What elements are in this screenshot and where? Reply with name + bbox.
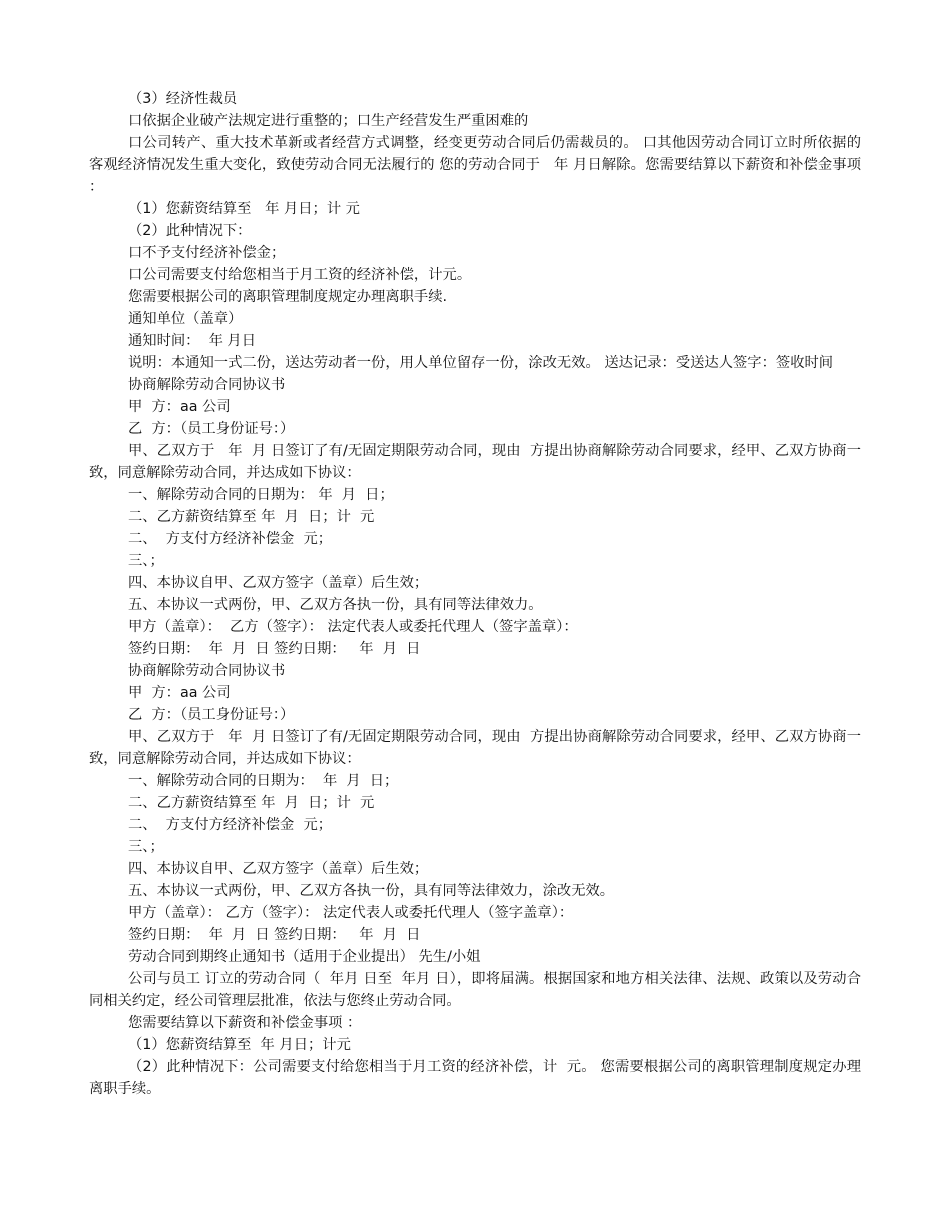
paragraph-line: 五、本协议一式两份，甲、乙双方各执一份，具有同等法律效力。 — [128, 597, 543, 613]
paragraph-line: 二、 方支付方经济补偿金 元； — [128, 531, 333, 547]
paragraph-line: 通知单位（盖章） — [128, 311, 243, 327]
paragraph-line: （3）经济性裁员 — [128, 91, 238, 107]
paragraph-line: （2）此种情况下： — [128, 223, 252, 239]
paragraph-line: 乙 方：（员工身份证号：） — [128, 421, 295, 437]
paragraph-line: 口公司需要支付给您相当于月工资的经济补偿，计元。 — [128, 267, 472, 283]
document-page — [89, 88, 866, 1100]
paragraph-line: 口依据企业破产法规定进行重整的；口生产经营发生严重困难的 — [128, 113, 529, 129]
paragraph-line: 您需要根据公司的离职管理制度规定办理离职手续. — [128, 289, 448, 305]
paragraph-line: 甲方（盖章）： 乙方（签字）： 法定代表人或委托代理人（签字盖章）： — [128, 619, 578, 635]
paragraph-line: 甲 方：aa 公司 — [128, 399, 231, 415]
paragraph-line: 五、本协议一式两份，甲、乙双方各执一份，具有同等法律效力，涂改无效。 — [128, 883, 615, 899]
paragraph-line: 公司与员工 订立的劳动合同（ 年月 日至 年月 日），即将届满。根据国家和地方相关法律、法规、政策以及劳动合同相关约定，经公司管理层批准，依法与您终止劳动合同。 — [89, 971, 861, 1009]
paragraph-line: 甲、乙双方于 年 月 日签订了有/无固定期限劳动合同，现由 方提出协商解除劳动合同要求，经甲、乙双方协商一致，同意解除劳动合同，并达成如下协议： — [89, 443, 861, 481]
paragraph-line: 签约日期： 年 月 日 签约日期： 年 月 日 — [128, 927, 421, 943]
paragraph-line: 一、解除劳动合同的日期为： 年 月 日； — [128, 487, 394, 503]
paragraph-line: 四、本协议自甲、乙双方签字（盖章）后生效； — [128, 861, 429, 877]
paragraph-line: 甲方（盖章）： 乙方（签字）： 法定代表人或委托代理人（签字盖章）： — [128, 905, 574, 921]
paragraph-line: （1）您薪资结算至 年 月日；计 元 — [128, 201, 360, 217]
paragraph-line: 三、； — [128, 839, 164, 855]
paragraph-line: 协商解除劳动合同协议书 — [128, 663, 286, 679]
paragraph-line: 三、； — [128, 553, 164, 569]
paragraph-line: 二、乙方薪资结算至 年 月 日；计 元 — [128, 795, 375, 811]
paragraph-line: （1）您薪资结算至 年 月日；计元 — [128, 1037, 351, 1053]
paragraph-line: （2）此种情况下：公司需要支付给您相当于月工资的经济补偿，计 元。 您需要根据公司的离职管理制度规定办理离职手续。 — [89, 1059, 861, 1097]
paragraph-line: 说明：本通知一式二份，送达劳动者一份，用人单位留存一份，涂改无效。 送达记录：受送达人签字：签收时间 — [128, 355, 834, 371]
paragraph-line: 四、本协议自甲、乙双方签字（盖章）后生效； — [128, 575, 429, 591]
paragraph-line: 二、 方支付方经济补偿金 元； — [128, 817, 333, 833]
paragraph-line: 乙 方：（员工身份证号：） — [128, 707, 295, 723]
paragraph-line: 口公司转产、重大技术革新或者经营方式调整，经变更劳动合同后仍需裁员的。 口其他因劳动合同订立时所依据的客观经济情况发生重大变化，致使劳动合同无法履行的 您的劳动合同于 年 月日解除。您需要结算以下薪资和补偿金事项 ： — [89, 135, 866, 195]
paragraph-line: 二、乙方薪资结算至 年 月 日；计 元 — [128, 509, 375, 525]
paragraph-line: 签约日期： 年 月 日 签约日期： 年 月 日 — [128, 641, 421, 657]
paragraph-line: 协商解除劳动合同协议书 — [128, 377, 286, 393]
paragraph-line: 通知时间： 年 月日 — [128, 333, 257, 349]
paragraph-line: 劳动合同到期终止通知书（适用于企业提出） 先生/小姐 — [128, 949, 481, 965]
paragraph-line: 一、解除劳动合同的日期为： 年 月 日； — [128, 773, 399, 789]
paragraph-line: 甲 方：aa 公司 — [128, 685, 231, 701]
paragraph-line: 您需要结算以下薪资和补偿金事项 ： — [128, 1015, 362, 1031]
paragraph-line: 口不予支付经济补偿金； — [128, 245, 286, 261]
paragraph-line: 甲、乙双方于 年 月 日签订了有/无固定期限劳动合同，现由 方提出协商解除劳动合同要求，经甲、乙双方协商一致，同意解除劳动合同，并达成如下协议： — [89, 729, 861, 767]
